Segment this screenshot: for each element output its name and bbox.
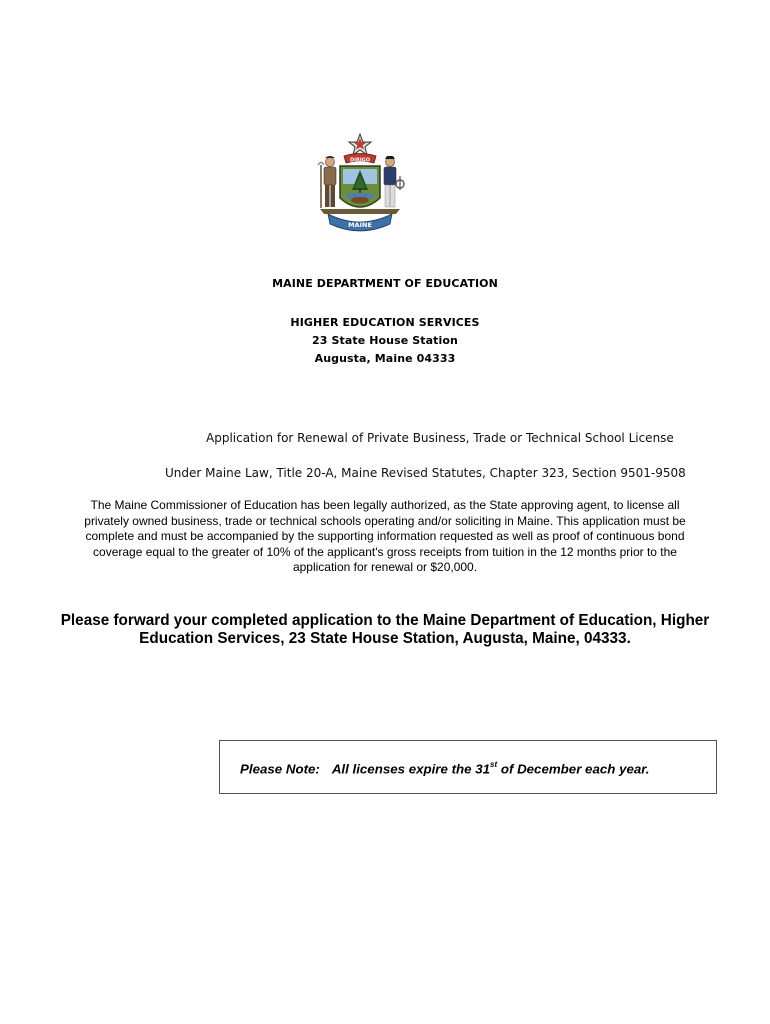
law-reference: Under Maine Law, Title 20-A, Maine Revised Statutes, Chapter 323, Section 9501-9508 <box>165 466 686 480</box>
paragraph-line: application for renewal or $20,000. <box>292 560 478 574</box>
note-superscript: st <box>490 760 498 769</box>
address-line-2: Augusta, Maine 04333 <box>314 352 456 365</box>
department-heading: MAINE DEPARTMENT OF EDUCATION <box>272 277 498 290</box>
license-expiry-note <box>240 761 649 776</box>
license-expiry-note-box <box>219 740 717 794</box>
forward-line-1: Please forward your completed application to the Maine Department of Education, Higher <box>60 612 710 629</box>
note-label: Please Note: <box>240 761 320 777</box>
address-line-1: 23 State House Station <box>312 334 458 347</box>
paragraph-line: privately owned business, trade or technical schools operating and/or soliciting in Maine. This application must be <box>84 513 686 528</box>
application-title: Application for Renewal of Private Business, Trade or Technical School License <box>206 431 674 445</box>
maine-state-seal-icon <box>310 132 410 236</box>
seal-base-text: MAINE <box>348 221 372 229</box>
paragraph-line: The Maine Commissioner of Education has been legally authorized, as the State approving agent, to license all <box>90 498 680 512</box>
seal-banner-text: DIRIGO <box>349 157 371 164</box>
services-heading: HIGHER EDUCATION SERVICES <box>290 316 480 329</box>
note-text-before: All licenses expire the 31 <box>331 761 490 777</box>
paragraph-line: coverage equal to the greater of 10% of the applicant's gross receipts from tuition in the 12 months prior to the <box>93 544 677 559</box>
forward-instructions <box>40 612 730 648</box>
forward-line-2: Education Services, 23 State House Station, Augusta, Maine, 04333. <box>139 630 631 647</box>
note-text-after: of December each year. <box>497 761 650 777</box>
paragraph-line: complete and must be accompanied by the supporting information requested as well as proof of continuous bond <box>85 529 685 543</box>
authorization-paragraph <box>62 498 708 576</box>
